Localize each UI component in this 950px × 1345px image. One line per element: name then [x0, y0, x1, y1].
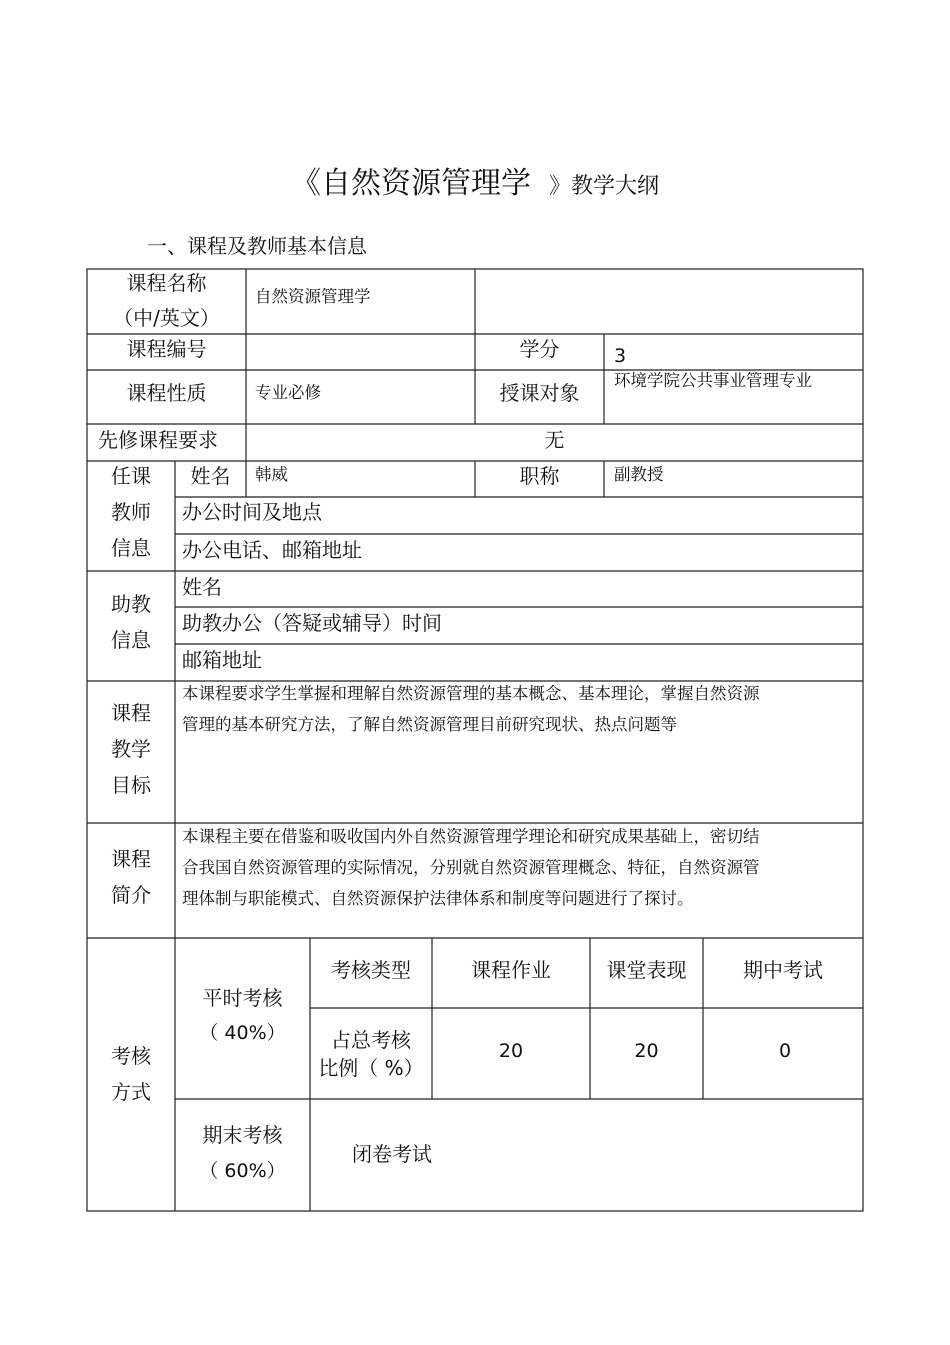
- class-performance-pct: 20: [634, 1040, 659, 1062]
- final-assessment-pct: （ 60%）: [199, 1160, 286, 1182]
- teacher-info-label: 任课 教师 信息: [111, 464, 151, 560]
- course-code-label: 课程编号: [126, 337, 207, 361]
- regular-assessment-label: 平时考核: [202, 986, 283, 1010]
- section-heading: 一、课程及教师基本信息: [147, 234, 367, 258]
- assessment-label: 考核 方式: [111, 1044, 151, 1104]
- prereq-label: 先修课程要求: [98, 428, 218, 452]
- prereq-value: 无: [544, 428, 565, 452]
- midterm-label: 期中考试: [743, 958, 823, 982]
- teacher-rank-label: 职称: [519, 464, 560, 488]
- course-name-value: 自然资源管理学: [255, 287, 371, 306]
- teacher-office-label: 办公时间及地点: [182, 500, 322, 524]
- homework-pct: 20: [498, 1040, 524, 1062]
- objectives-label: 课程 教学 目标: [111, 701, 151, 797]
- objectives-text: 本课程要求学生掌握和理解自然资源管理的基本概念、基本理论，掌握自然资源 管理的基本研究方法，了解自然资源管理目前研究现状、热点问题等: [182, 684, 760, 734]
- assistant-office-label: 助教办公（答疑或辅导）时间: [182, 611, 442, 635]
- final-method: 闭卷考试: [352, 1142, 432, 1166]
- course-nature-value: 专业必修: [255, 383, 321, 402]
- assistant-name-label: 姓名: [182, 575, 222, 599]
- course-name-label-sub: （中/英文）: [113, 306, 220, 330]
- credit-value: 3: [614, 345, 627, 367]
- share-label-sub: 比例（ %）: [318, 1056, 424, 1080]
- title-rest: 》教学大纲: [548, 174, 659, 199]
- title-main: 《自然资源管理学: [290, 166, 531, 201]
- assistant-info-label: 助教 信息: [111, 592, 151, 652]
- regular-assessment-pct: （ 40%）: [199, 1022, 286, 1044]
- teacher-contact-label: 办公电话、邮箱地址: [182, 538, 362, 562]
- credit-label: 学分: [519, 337, 560, 361]
- type-label: 考核类型: [331, 958, 411, 982]
- homework-label: 课程作业: [471, 958, 551, 982]
- intro-label: 课程 简介: [111, 847, 151, 907]
- class-performance-label: 课堂表现: [606, 958, 687, 982]
- intro-text: 本课程主要在借鉴和吸收国内外自然资源管理学理论和研究成果基础上，密切结 合我国自然资源管理的实际情况，分别就自然资源管理概念、特征，自然资源管 理体制与职能模式、自然资源保护法律体系和制度等问题进行了探讨。: [182, 827, 760, 908]
- course-name-label: 课程名称: [126, 271, 207, 295]
- teacher-name-value: 韩威: [255, 465, 288, 484]
- course-nature-label: 课程性质: [126, 381, 207, 405]
- teacher-rank-value: 副教授: [614, 465, 664, 484]
- teacher-name-label: 姓名: [190, 464, 231, 488]
- assistant-email-label: 邮箱地址: [182, 648, 262, 672]
- midterm-pct: 0: [778, 1040, 792, 1062]
- final-assessment-label: 期末考核: [202, 1123, 283, 1147]
- share-label: 占总考核: [331, 1028, 411, 1052]
- audience-label: 授课对象: [499, 381, 580, 405]
- audience-value: 环境学院公共事业管理专业: [614, 371, 812, 390]
